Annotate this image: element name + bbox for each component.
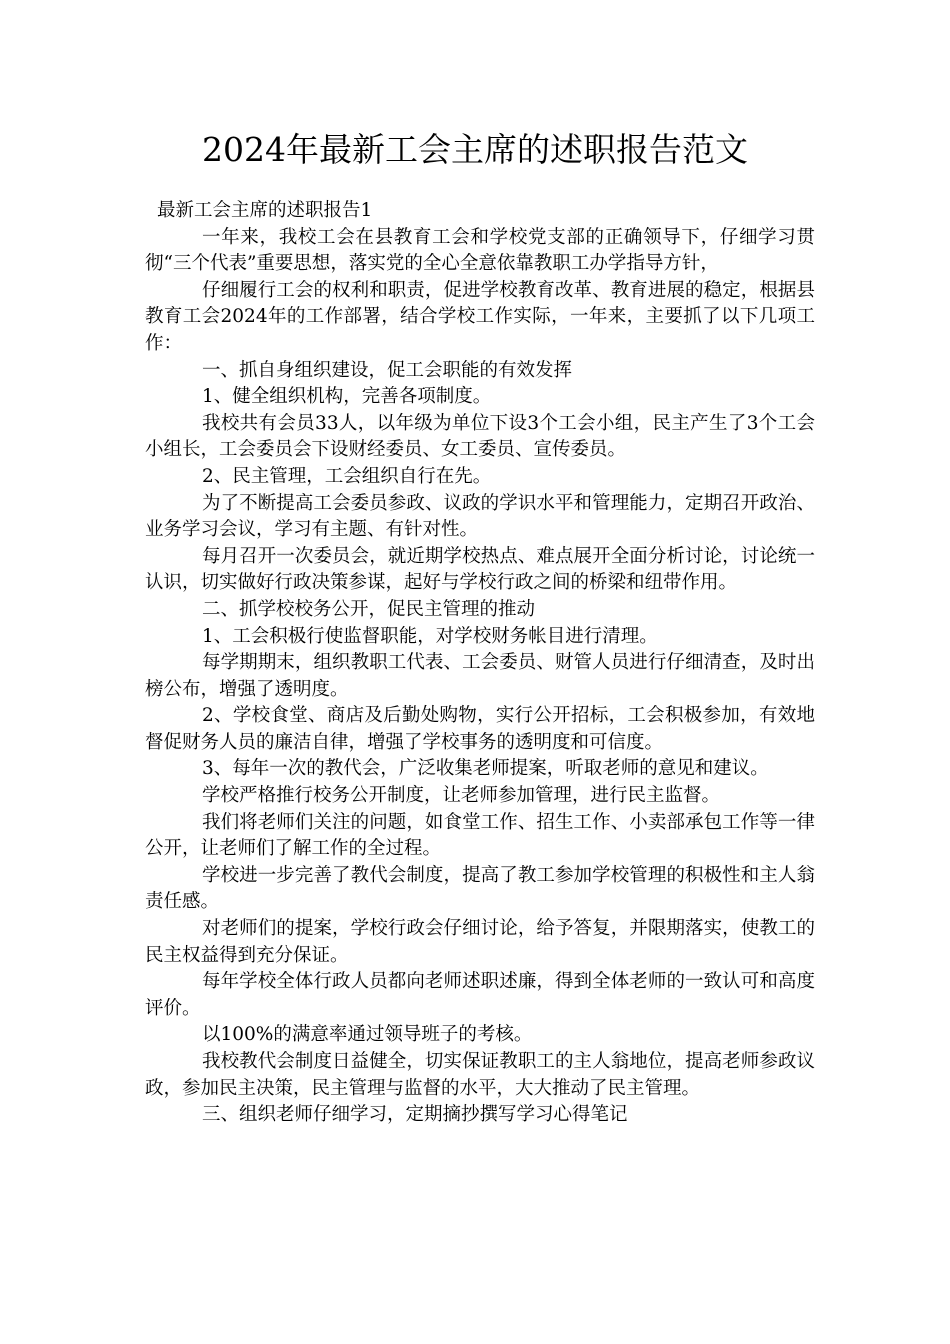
paragraph: 3、每年一次的教代会，广泛收集老师提案，听取老师的意见和建议。 [202, 758, 769, 780]
paragraph: 每学期期末，组织教职工代表、工会委员、财管人员进行仔细清查，及时出榜公布，增强了透明度。 [145, 652, 815, 700]
paragraph: 一年来，我校工会在县教育工会和学校党支部的正确领导下，仔细学习贯彻“三个代表”重要思想，落实党的全心全意依靠教职工办学指导方针， [145, 226, 815, 275]
paragraph: 2、学校食堂、商店及后勤处购物，实行公开招标，工会积极参加，有效地督促财务人员的廉洁自律，增强了学校事务的透明度和可信度。 [145, 705, 815, 753]
paragraph: 我校教代会制度日益健全，切实保证教职工的主人翁地位，提高老师参政议政，参加民主决策，民主管理与监督的水平，大大推动了民主管理。 [145, 1051, 815, 1099]
section-heading: 二、抓学校校务公开，促民主管理的推动 [202, 598, 536, 620]
section-heading: 一、抓自身组织建设，促工会职能的有效发挥 [202, 359, 573, 381]
paragraph: 每年学校全体行政人员都向老师述职述廉，得到全体老师的一致认可和高度评价。 [145, 971, 815, 1019]
paragraph: 为了不断提高工会委员参政、议政的学识水平和管理能力，定期召开政治、业务学习会议，学习有主题、有针对性。 [145, 492, 815, 541]
paragraph: 我校共有会员33人，以年级为单位下设3个工会小组，民主产生了3个工会小组长，工会委员会下设财经委员、女工委员、宣传委员。 [145, 412, 815, 461]
paragraph: 1、健全组织机构，完善各项制度。 [202, 386, 492, 408]
paragraph: 仔细履行工会的权利和职责，促进学校教育改革、教育进展的稳定，根据县教育工会2024年的工作部署，结合学校工作实际，一年来，主要抓了以下几项工作： [145, 279, 815, 354]
document-title: 2024年最新工会主席的述职报告范文 [202, 130, 748, 169]
paragraph: 学校进一步完善了教代会制度，提高了教工参加学校管理的积极性和主人翁责任感。 [145, 864, 815, 913]
paragraph: 我们将老师们关注的问题，如食堂工作、招生工作、小卖部承包工作等一律公开，让老师们了解工作的全过程。 [145, 811, 815, 860]
paragraph: 2、民主管理，工会组织自行在先。 [202, 465, 492, 487]
section-heading: 三、组织老师仔细学习，定期摘抄撰写学习心得笔记 [202, 1104, 628, 1126]
paragraph: 对老师们的提案，学校行政会仔细讨论，给予答复，并限期落实，使教工的民主权益得到充分保证。 [145, 918, 815, 966]
paragraph: 1、工会积极行使监督职能，对学校财务帐目进行清理。 [202, 625, 658, 647]
paragraph: 以100%的满意率通过领导班子的考核。 [202, 1024, 533, 1046]
paragraph: 每月召开一次委员会，就近期学校热点、难点展开全面分析讨论，讨论统一认识，切实做好行政决策参谋，起好与学校行政之间的桥梁和纽带作用。 [145, 545, 815, 594]
paragraph: 学校严格推行校务公开制度，让老师参加管理，进行民主监督。 [202, 785, 721, 807]
section-subtitle: 最新工会主席的述职报告1 [157, 200, 373, 221]
document-body [145, 198, 815, 1129]
